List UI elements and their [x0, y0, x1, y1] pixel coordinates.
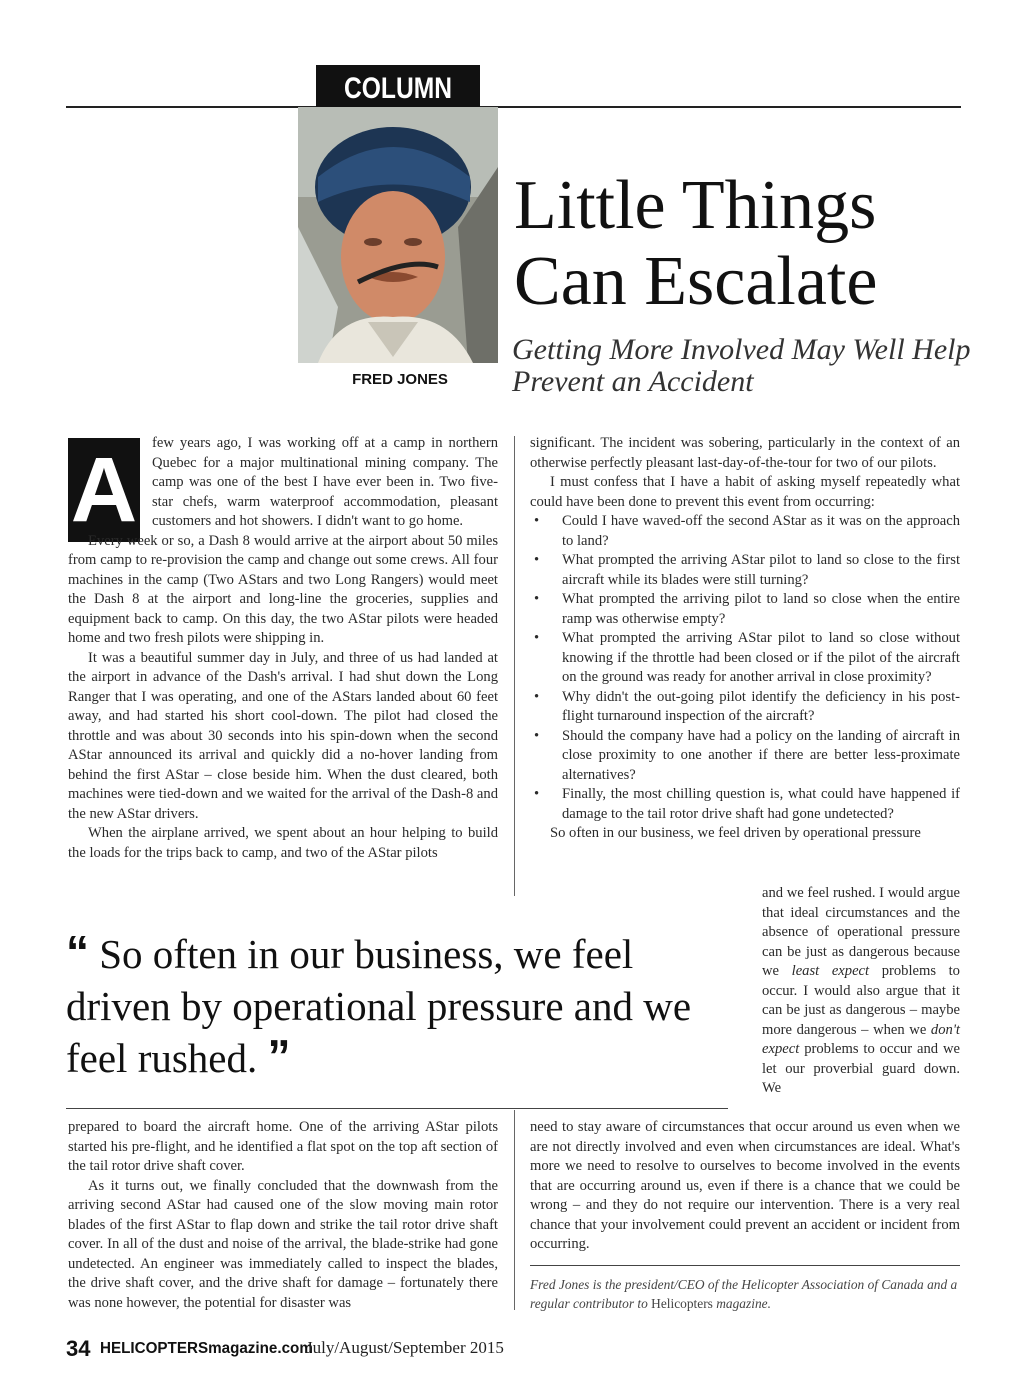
question-list	[530, 512, 960, 824]
wrap-text-part: and we feel rushed. I would argue that ideal circumstances and the absence of operational pressure can be just as dangerous because we	[762, 885, 960, 979]
wrap-paragraph	[762, 884, 960, 1099]
column-divider-top	[514, 436, 515, 896]
list-item: • Should the company have had a policy on the landing of aircraft in close proximity to one another if there are better less-proximate alternatives?	[562, 727, 960, 786]
list-item: • Could I have waved-off the second AStar as it was on the approach to land?	[562, 512, 960, 551]
drop-cap: A	[68, 438, 140, 542]
body-paragraph: prepared to board the aircraft home. One of the arriving AStar pilots started his pre-flight, and he identified a flat spot on the top aft section of the tail rotor drive shaft cover.	[68, 1119, 498, 1174]
magazine-site: HELICOPTERSmagazine.com	[100, 1340, 313, 1357]
bio-rule	[530, 1265, 960, 1266]
left-column-bottom	[68, 1118, 498, 1313]
body-paragraph: Every week or so, a Dash 8 would arrive at the airport about 50 miles from camp to re-provision the camp and change out some crews. All four machines in the camp (Two AStars and two Long Rangers) would meet the Dash 8 at the airport and long-line the groceries, supplies and equipment back to camp. On this day, the two AStar pilots were headed home and two fresh pilots were shipping in.	[68, 532, 498, 646]
page-number: 34	[66, 1336, 91, 1361]
close-quote-mark: ”	[267, 1030, 291, 1082]
pull-quote	[66, 928, 706, 1084]
author-bio	[530, 1275, 960, 1313]
subtitle-line-2: Prevent an Accident	[512, 365, 754, 398]
body-paragraph: significant. The incident was sobering, particularly in the context of an otherwise perfectly pleasant last-day-of-the-tour for two of our pilots.	[530, 435, 960, 471]
emphasis-text: don't expect	[762, 1021, 960, 1057]
bio-magazine-name: Helicopters	[651, 1296, 713, 1311]
emphasis-text: least expect	[791, 963, 870, 979]
article-title	[514, 168, 994, 320]
author-photo-image	[298, 107, 498, 363]
pull-quote-text: So often in our business, we feel driven by operational pressure and we feel rushed.	[66, 931, 692, 1081]
bio-text: magazine.	[716, 1296, 771, 1311]
title-line-1: Little Things	[514, 167, 877, 244]
body-paragraph: As it turns out, we finally concluded that the downwash from the arriving second AStar had caused one of the slow moving main rotor blades of the first AStar to flap down and strike the tail rotor drive shaft cover. In all of the dust and noise of the arrival, the blade-strike had gone undetected. An engineer was immediately called to inspect the blades, the drive shaft cover, and the drive shaft for damage – fortunately there was none however, the potential for disaster was	[68, 1177, 498, 1311]
right-column-top	[530, 434, 960, 844]
author-photo	[298, 107, 498, 363]
right-column-bottom	[530, 1118, 960, 1255]
list-item: • What prompted the arriving AStar pilot to land so close to the first aircraft while its blades were still turning?	[562, 551, 960, 590]
list-item: • What prompted the arriving pilot to land so close when the entire ramp was otherwise empty?	[562, 590, 960, 629]
title-line-2: Can Escalate	[514, 243, 878, 320]
body-paragraph: So often in our business, we feel driven by operational pressure	[550, 825, 921, 841]
subtitle-line-1: Getting More Involved May Well Help	[512, 333, 971, 366]
left-column-top	[68, 434, 498, 863]
bio-text: Fred Jones is the president/CEO of the Helicopter Association of Canada and a regular contributor to	[530, 1277, 958, 1311]
body-paragraph: I must confess that I have a habit of asking myself repeatedly what could have been done to prevent this event from occurring:	[530, 474, 960, 510]
author-byline: FRED JONES	[352, 371, 448, 388]
list-item: • What prompted the arriving AStar pilot to land so close without knowing if the throttle had been closed or if the pilot of the aircraft on the ground was ready for another arrival in close proximity?	[562, 629, 960, 688]
column-divider-bottom	[514, 1110, 515, 1310]
list-item: • Finally, the most chilling question is, what could have happened if damage to the tail rotor drive shaft had gone undetected?	[562, 785, 960, 824]
list-item: • Why didn't the out-going pilot identify the deficiency in his post-flight turnaround inspection of the aircraft?	[562, 688, 960, 727]
wrap-text-part: problems to occur. I would also argue that it can be just as dangerous – maybe more dangerous – when we	[762, 963, 960, 1038]
article-subtitle	[512, 334, 972, 398]
section-label: COLUMN	[316, 65, 480, 107]
pull-quote-rule	[66, 1108, 728, 1109]
body-paragraph: When the airplane arrived, we spent about an hour helping to build the loads for the trips back to camp, and two of the AStar pilots	[68, 825, 498, 861]
issue-date: July/August/September 2015	[306, 1338, 504, 1357]
header-rule	[66, 106, 961, 108]
wrap-text-part: problems to occur and we let our proverbial guard down. We	[762, 1041, 960, 1096]
body-paragraph: It was a beautiful summer day in July, and three of us had landed at the airport in advance of the Dash's arrival. I had shut down the Long Ranger that I was operating, and one of the AStars landed about 60 feet away, and had started his short cool-down. The pilot had closed the throttle and was about 30 seconds into his spin-down when the second AStar announced its arrival and quickly did a no-hover landing from behind the first AStar – close beside him. When the dust cleared, both machines were tied-down and we waited for the arrival of the Dash-8 and the new AStar drivers.	[68, 649, 498, 822]
body-paragraph: need to stay aware of circumstances that occur around us even when we are not directly involved and even when circumstances are ideal. What's more we need to resolve to ourselves to become involved in the events that are occurring around us, even if there is a chance that we could be wrong – and they do not require our intervention. There is a very real chance that your involvement could prevent an accident or incident from occurring.	[530, 1119, 960, 1252]
open-quote-mark: “	[66, 926, 89, 978]
intro-paragraph: few years ago, I was working off at a camp in northern Quebec for a major multinational mining company. The camp was one of the best I have ever been in. Two five-star chefs, warm waterproof accommodation, pleasant customers and hot showers. I didn't want to go home.	[152, 435, 498, 529]
